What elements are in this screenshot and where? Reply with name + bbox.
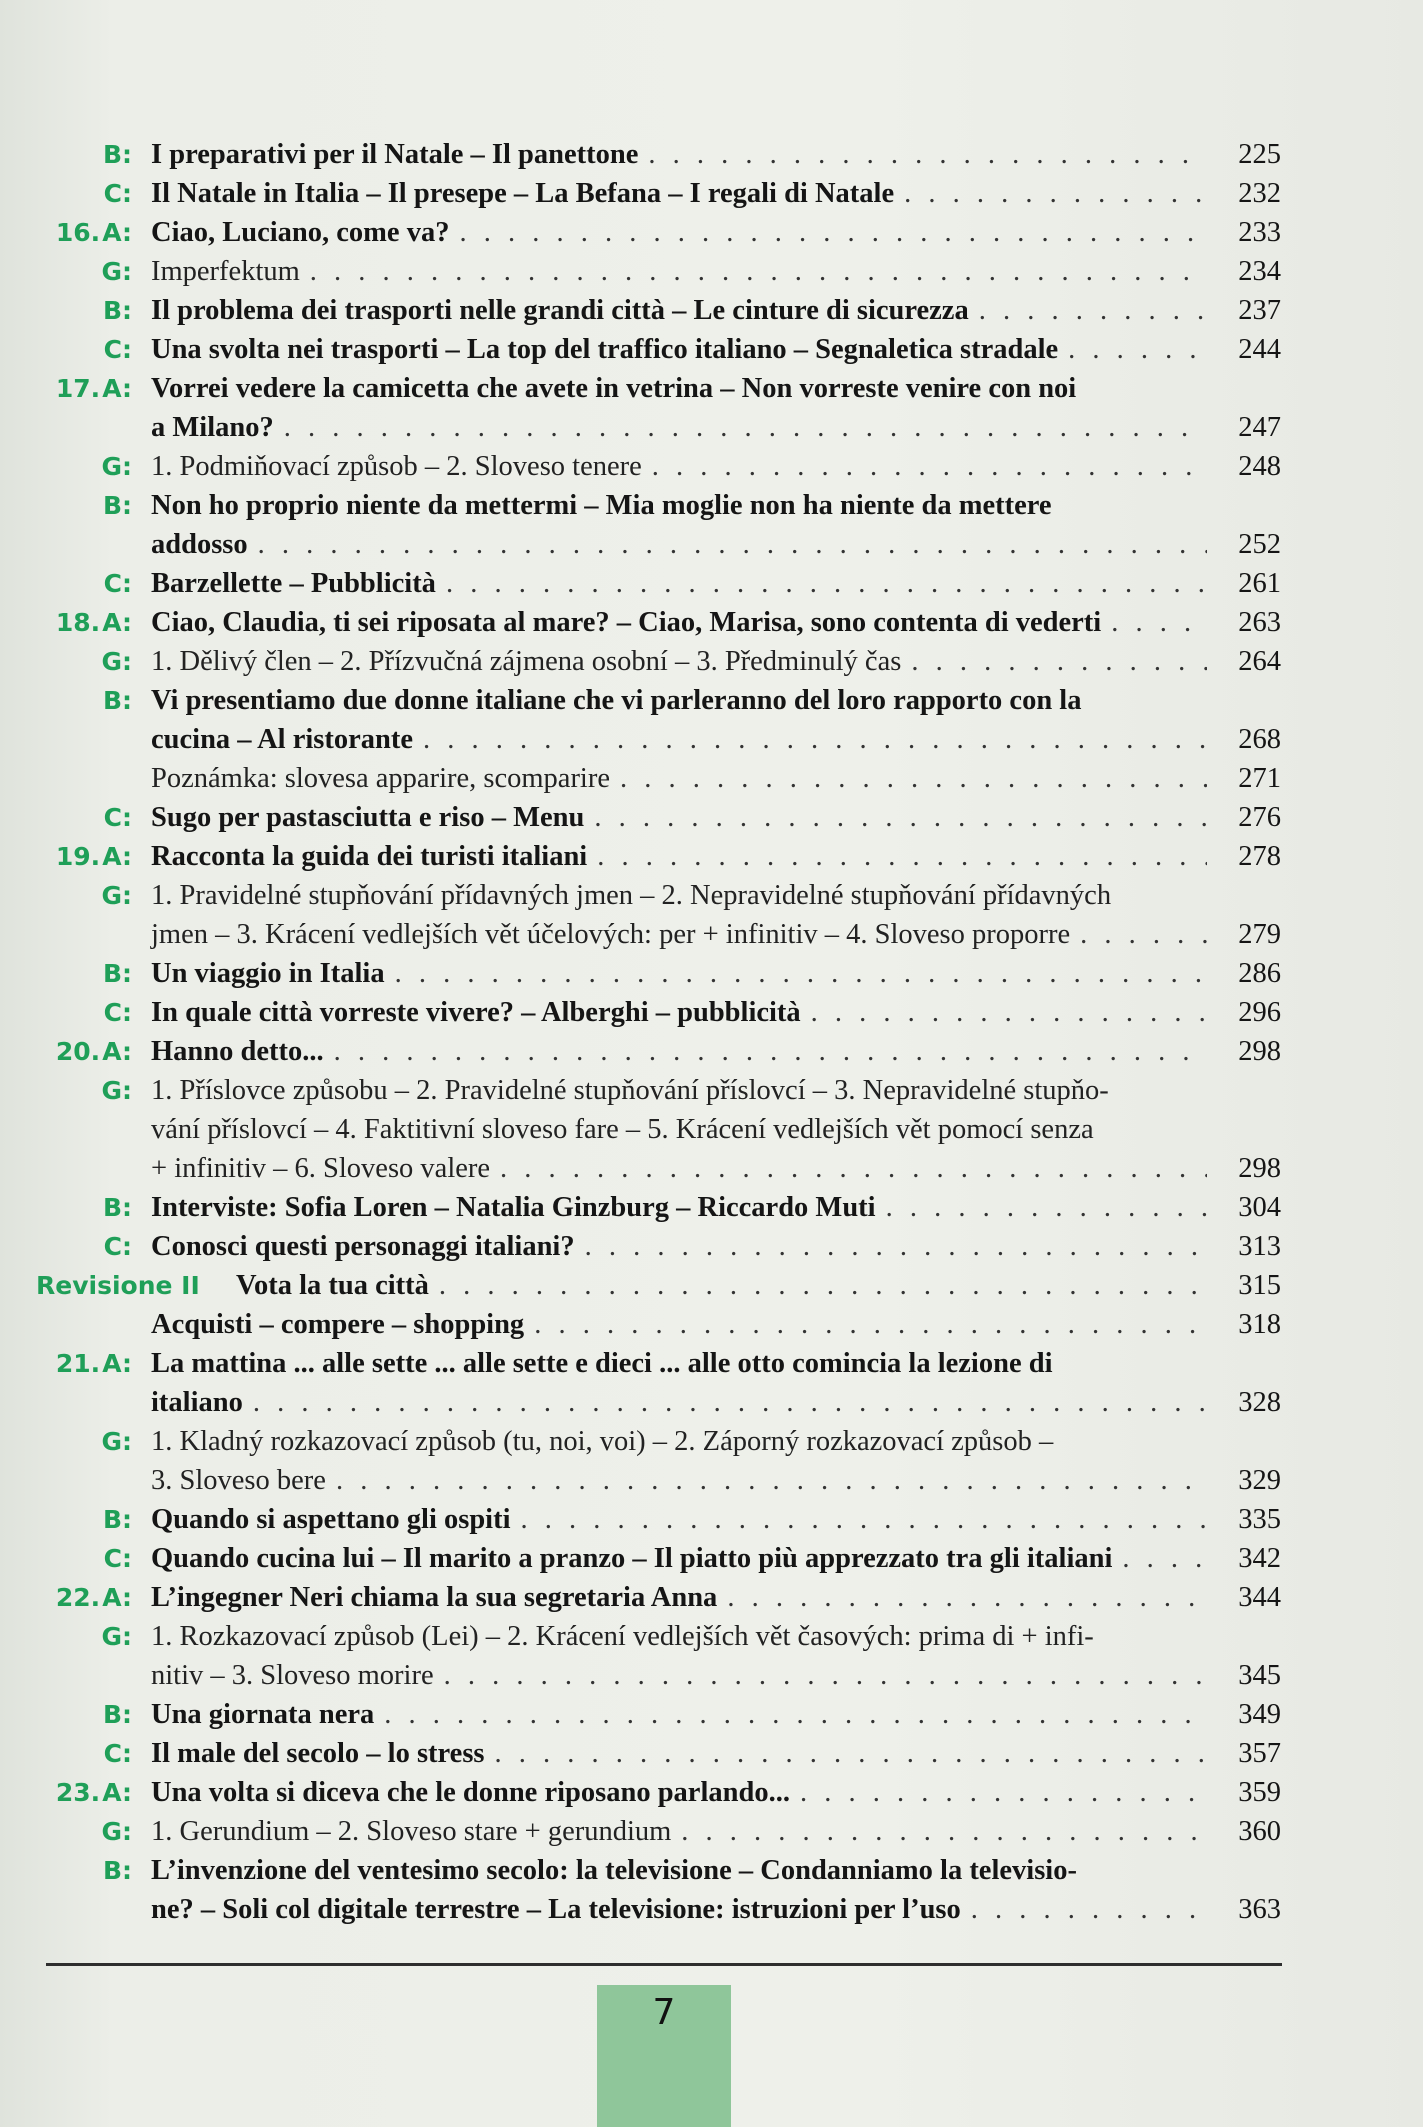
- section-letter: A:: [102, 842, 132, 871]
- toc-entry-label: [36, 1188, 132, 1227]
- toc-entry-label: [36, 252, 132, 291]
- section-letter: B:: [102, 959, 132, 988]
- toc-entry-title-line: Una volta si diceva che le donne riposano parlando...: [151, 1777, 790, 1808]
- toc-entry-title-line: Il problema dei trasporti nelle grandi città – Le cinture di sicurezza: [151, 295, 969, 326]
- section-letter: B:: [102, 296, 132, 325]
- toc-entry-label: [36, 837, 132, 876]
- toc-entry: [36, 1344, 1281, 1422]
- toc-entry-label: [36, 486, 132, 525]
- toc-entry: [36, 798, 1281, 837]
- toc-entry-label: [36, 1266, 200, 1305]
- dot-leader: [1080, 915, 1207, 954]
- toc-entry-label: [36, 1539, 132, 1578]
- toc-entry-title-line: In quale città vorreste vivere? – Alberghi – pubblicità: [151, 997, 801, 1028]
- toc-entry-title-line: Vi presentiamo due donne italiane che vi parleranno del loro rapporto con la: [151, 685, 1082, 716]
- section-letter: B:: [102, 1700, 132, 1729]
- section-letter: A:: [102, 1349, 132, 1378]
- lesson-number: 22.: [55, 1583, 101, 1612]
- toc-entry-label: [36, 1032, 132, 1071]
- dot-leader: [904, 174, 1207, 213]
- toc-page-number: 313: [1238, 1231, 1281, 1262]
- toc-entry-title-line: Ciao, Claudia, ti sei riposata al mare? – Ciao, Marisa, sono contenta di vederti: [151, 607, 1102, 638]
- dot-leader: [597, 837, 1207, 876]
- toc-entry-title-line: 1. Dělivý člen – 2. Přízvučná zájmena osobní – 3. Předminulý čas: [151, 646, 902, 677]
- toc-page-number: 264: [1238, 646, 1281, 677]
- section-letter: B:: [102, 1193, 132, 1222]
- toc-entry-title-line: 1. Gerundium – 2. Sloveso stare + gerundium: [151, 1816, 672, 1847]
- toc-entry-label: [36, 1617, 132, 1656]
- section-letter: B:: [102, 1856, 132, 1885]
- page-number-box: [597, 1985, 731, 2127]
- section-letter: G:: [101, 1427, 132, 1456]
- toc-page-number: 234: [1238, 256, 1281, 287]
- toc-entry: [36, 681, 1281, 759]
- toc-entry-title-line: 1. Rozkazovací způsob (Lei) – 2. Krácení vedlejších vět časových: prima di + infi-: [151, 1621, 1094, 1652]
- toc-page-number: 248: [1238, 451, 1281, 482]
- dot-leader: [395, 954, 1207, 993]
- toc-entry-label: [36, 564, 132, 603]
- toc-entry-title-line: Il male del secolo – lo stress: [151, 1738, 485, 1769]
- dot-leader: [534, 1305, 1207, 1344]
- toc-entry-label: [36, 681, 132, 720]
- dot-leader: [811, 993, 1207, 1032]
- toc-entry: [36, 447, 1281, 486]
- toc-entry-title-line: La mattina ... alle sette ... alle sette e dieci ... alle otto comincia la lezione di: [151, 1348, 1053, 1379]
- toc-entry-title-line: nitiv – 3. Sloveso morire: [151, 1660, 434, 1691]
- toc-entry: [36, 993, 1281, 1032]
- toc-page-number: 296: [1238, 997, 1281, 1028]
- toc-entry-label: [36, 1071, 132, 1110]
- dot-leader: [620, 759, 1207, 798]
- table-of-contents: [36, 135, 1281, 1929]
- toc-entry-label: [36, 954, 132, 993]
- toc-entry-title-line: Barzellette – Pubblicità: [151, 568, 436, 599]
- toc-entry-label: [36, 213, 132, 252]
- toc-page-number: 329: [1238, 1465, 1281, 1496]
- toc-entry: [36, 213, 1281, 252]
- dot-leader: [284, 408, 1207, 447]
- toc-entry-label: [36, 330, 132, 369]
- toc-entry-title-line: Vorrei vedere la camicetta che avete in vetrina – Non vorreste venire con noi: [151, 373, 1077, 404]
- toc-entry: [36, 291, 1281, 330]
- section-letter: A:: [102, 1583, 132, 1612]
- toc-entry-label: [36, 1851, 132, 1890]
- toc-entry: [36, 759, 1281, 798]
- dot-leader: [1122, 1539, 1207, 1578]
- toc-entry-label: [36, 369, 132, 408]
- section-letter: G:: [101, 1817, 132, 1846]
- toc-entry: [36, 1773, 1281, 1812]
- section-letter: A:: [102, 608, 132, 637]
- toc-page-number: 268: [1238, 724, 1281, 755]
- section-letter: B:: [102, 491, 132, 520]
- toc-page-number: 349: [1238, 1699, 1281, 1730]
- dot-leader: [648, 135, 1207, 174]
- toc-entry-title-line: 1. Příslovce způsobu – 2. Pravidelné stupňování příslovcí – 3. Nepravidelné stupňo-: [151, 1075, 1109, 1106]
- toc-page-number: 237: [1238, 295, 1281, 326]
- toc-entry-label: [36, 1812, 132, 1851]
- lesson-number: 20.: [55, 1037, 101, 1066]
- toc-entry-title-line: Una svolta nei trasporti – La top del traffico italiano – Segnaletica stradale: [151, 334, 1059, 365]
- toc-entry-title-line: 1. Kladný rozkazovací způsob (tu, noi, voi) – 2. Záporný rozkazovací způsob –: [151, 1426, 1054, 1457]
- toc-entry-label: [36, 993, 132, 1032]
- section-letter: C:: [103, 998, 132, 1027]
- section-letter: B:: [102, 1505, 132, 1534]
- section-letter: C:: [103, 569, 132, 598]
- toc-entry: [36, 135, 1281, 174]
- dot-leader: [681, 1812, 1207, 1851]
- toc-page-number: 247: [1238, 412, 1281, 443]
- toc-entry-title-line: 1. Pravidelné stupňování přídavných jmen – 2. Nepravidelné stupňování přídavných: [151, 880, 1112, 911]
- toc-entry-label: [36, 1773, 132, 1812]
- toc-entry: [36, 1695, 1281, 1734]
- toc-entry-title-line: Conosci questi personaggi italiani?: [151, 1231, 575, 1262]
- toc-page-number: 263: [1238, 607, 1281, 638]
- toc-page-number: 232: [1238, 178, 1281, 209]
- dot-leader: [979, 291, 1207, 330]
- toc-page-number: 298: [1238, 1153, 1281, 1184]
- toc-page-number: 279: [1238, 919, 1281, 950]
- toc-entry: [36, 1032, 1281, 1071]
- toc-entry-title-line: Un viaggio in Italia: [151, 958, 385, 989]
- toc-entry-label: [36, 603, 132, 642]
- toc-page-number: 298: [1238, 1036, 1281, 1067]
- dot-leader: [585, 1227, 1207, 1266]
- toc-entry-label: [36, 1695, 132, 1734]
- dot-leader: [1111, 603, 1207, 642]
- toc-entry-label: [36, 1578, 132, 1617]
- section-letter: A:: [102, 218, 132, 247]
- toc-entry-title-line: Acquisti – compere – shopping: [151, 1309, 525, 1340]
- toc-page-number: 233: [1238, 217, 1281, 248]
- toc-entry-title-line: Interviste: Sofia Loren – Natalia Ginzburg – Riccardo Muti: [151, 1192, 876, 1223]
- toc-page-number: 276: [1238, 802, 1281, 833]
- dot-leader: [439, 1266, 1207, 1305]
- footer-rule: [46, 1963, 1282, 1966]
- toc-entry-title-line: ne? – Soli col digitale terrestre – La televisione: istruzioni per l’uso: [151, 1894, 961, 1925]
- toc-entry: [36, 564, 1281, 603]
- toc-entry-title-line: 1. Podmiňovací způsob – 2. Sloveso tenere: [151, 451, 642, 482]
- toc-entry: [36, 486, 1281, 564]
- toc-entry-label: [36, 798, 132, 837]
- page-number: 7: [652, 1992, 676, 2033]
- toc-entry-title-line: cucina – Al ristorante: [151, 724, 414, 755]
- dot-leader: [500, 1149, 1207, 1188]
- toc-page-number: 360: [1238, 1816, 1281, 1847]
- toc-entry: [36, 369, 1281, 447]
- toc-page-number: 342: [1238, 1543, 1281, 1574]
- toc-page-number: 328: [1238, 1387, 1281, 1418]
- toc-entry: [36, 876, 1281, 954]
- section-letter: G:: [101, 257, 132, 286]
- dot-leader: [727, 1578, 1207, 1617]
- section-letter: G:: [101, 1622, 132, 1651]
- toc-entry: [36, 1305, 1281, 1344]
- lesson-number: 21.: [55, 1349, 101, 1378]
- toc-entry-title-line: Quando cucina lui – Il marito a pranzo – Il piatto più apprezzato tra gli italiani: [151, 1543, 1113, 1574]
- section-letter: C:: [103, 1739, 132, 1768]
- dot-leader: [258, 525, 1207, 564]
- lesson-number: 17.: [55, 374, 101, 403]
- dot-leader: [459, 213, 1207, 252]
- toc-page-number: 261: [1238, 568, 1281, 599]
- dot-leader: [652, 447, 1207, 486]
- toc-page-number: 318: [1238, 1309, 1281, 1340]
- toc-entry: [36, 1188, 1281, 1227]
- dot-leader: [446, 564, 1207, 603]
- toc-entry: [36, 1851, 1281, 1929]
- toc-entry: [36, 330, 1281, 369]
- toc-entry-title-line: 3. Sloveso bere: [151, 1465, 326, 1496]
- toc-entry-label: [36, 1734, 132, 1773]
- section-letter: G:: [101, 452, 132, 481]
- dot-leader: [594, 798, 1207, 837]
- toc-entry-title-line: Hanno detto...: [151, 1036, 324, 1067]
- lesson-number: 19.: [55, 842, 101, 871]
- toc-page-number: 304: [1238, 1192, 1281, 1223]
- section-letter: A:: [102, 374, 132, 403]
- toc-page-number: 335: [1238, 1504, 1281, 1535]
- toc-entry: [36, 1812, 1281, 1851]
- section-letter: C:: [103, 179, 132, 208]
- toc-entry: [36, 1227, 1281, 1266]
- dot-leader: [384, 1695, 1207, 1734]
- toc-page-number: 271: [1238, 763, 1281, 794]
- dot-leader: [800, 1773, 1207, 1812]
- toc-entry-label: [36, 1422, 132, 1461]
- section-letter: G:: [101, 881, 132, 910]
- toc-entry: [36, 1578, 1281, 1617]
- toc-entry-label: [36, 1500, 132, 1539]
- dot-leader: [911, 642, 1207, 681]
- dot-leader: [334, 1032, 1207, 1071]
- toc-entry-title-line: a Milano?: [151, 412, 274, 443]
- toc-page-number: 363: [1238, 1894, 1281, 1925]
- toc-page-number: 286: [1238, 958, 1281, 989]
- toc-entry-label: [36, 135, 132, 174]
- section-letter: C:: [103, 1544, 132, 1573]
- toc-entry-title-line: I preparativi per il Natale – Il panettone: [151, 139, 639, 170]
- lesson-number: 16.: [55, 218, 101, 247]
- toc-entry: [36, 252, 1281, 291]
- section-letter: C:: [103, 803, 132, 832]
- toc-entry-title-line: L’invenzione del ventesimo secolo: la televisione – Condanniamo la televisio-: [151, 1855, 1077, 1886]
- toc-entry-title-line: Ciao, Luciano, come va?: [151, 217, 450, 248]
- toc-page-number: 278: [1238, 841, 1281, 872]
- lesson-number: 18.: [55, 608, 101, 637]
- toc-entry-title-line: + infinitiv – 6. Sloveso valere: [151, 1153, 491, 1184]
- toc-entry-label: [36, 1227, 132, 1266]
- toc-entry-title-line: Una giornata nera: [151, 1699, 375, 1730]
- dot-leader: [310, 252, 1207, 291]
- section-letter: A:: [102, 1778, 132, 1807]
- toc-entry: [36, 1266, 1281, 1305]
- toc-entry-title-line: jmen – 3. Krácení vedlejších vět účelových: per + infinitiv – 4. Sloveso proporre: [151, 919, 1071, 950]
- toc-entry-title-line: Non ho proprio niente da mettermi – Mia moglie non ha niente da mettere: [151, 490, 1052, 521]
- toc-page-number: 344: [1238, 1582, 1281, 1613]
- toc-entry: [36, 1071, 1281, 1188]
- dot-leader: [886, 1188, 1207, 1227]
- toc-page-number: 244: [1238, 334, 1281, 365]
- lesson-number: 23.: [55, 1778, 101, 1807]
- toc-page-number: 315: [1238, 1270, 1281, 1301]
- dot-leader: [1068, 330, 1207, 369]
- section-letter: B:: [102, 686, 132, 715]
- dot-leader: [336, 1461, 1207, 1500]
- toc-entry-label: [36, 1344, 132, 1383]
- section-letter: Revisione II: [36, 1271, 200, 1300]
- toc-page-number: 345: [1238, 1660, 1281, 1691]
- toc-entry: [36, 642, 1281, 681]
- toc-entry-title-line: addosso: [151, 529, 248, 560]
- toc-entry-title-line: Racconta la guida dei turisti italiani: [151, 841, 588, 872]
- toc-entry: [36, 174, 1281, 213]
- toc-entry: [36, 1734, 1281, 1773]
- toc-entry-title-line: Poznámka: slovesa apparire, scomparire: [151, 763, 610, 794]
- dot-leader: [253, 1383, 1207, 1422]
- dot-leader: [971, 1890, 1207, 1929]
- dot-leader: [444, 1656, 1207, 1695]
- section-letter: G:: [101, 647, 132, 676]
- section-letter: A:: [102, 1037, 132, 1066]
- dot-leader: [521, 1500, 1207, 1539]
- section-letter: C:: [103, 335, 132, 364]
- toc-page-number: 357: [1238, 1738, 1281, 1769]
- toc-page-number: 225: [1238, 139, 1281, 170]
- toc-entry: [36, 837, 1281, 876]
- dot-leader: [423, 720, 1207, 759]
- toc-entry: [36, 1500, 1281, 1539]
- section-letter: C:: [103, 1232, 132, 1261]
- toc-entry-label: [36, 876, 132, 915]
- toc-entry-title-line: vání příslovcí – 4. Faktitivní sloveso fare – 5. Krácení vedlejších vět pomocí senza: [151, 1114, 1094, 1145]
- dot-leader: [495, 1734, 1207, 1773]
- toc-entry-label: [36, 642, 132, 681]
- toc-entry-title-line: Il Natale in Italia – Il presepe – La Befana – I regali di Natale: [151, 178, 895, 209]
- toc-entry-title-line: Imperfektum: [151, 256, 300, 287]
- toc-entry-title-line: Vota la tua città: [236, 1270, 429, 1301]
- toc-page-number: 252: [1238, 529, 1281, 560]
- toc-entry: [36, 603, 1281, 642]
- toc-entry-title-line: Sugo per pastasciutta e riso – Menu: [151, 802, 585, 833]
- toc-entry: [36, 1539, 1281, 1578]
- toc-entry-label: [36, 174, 132, 213]
- toc-entry: [36, 954, 1281, 993]
- toc-entry-title-line: italiano: [151, 1387, 243, 1418]
- toc-entry-title-line: L’ingegner Neri chiama la sua segretaria Anna: [151, 1582, 718, 1613]
- toc-entry-title-line: Quando si aspettano gli ospiti: [151, 1504, 511, 1535]
- toc-entry-label: [36, 291, 132, 330]
- section-letter: G:: [101, 1076, 132, 1105]
- toc-entry-label: [36, 447, 132, 486]
- toc-entry: [36, 1422, 1281, 1500]
- section-letter: B:: [102, 140, 132, 169]
- toc-entry: [36, 1617, 1281, 1695]
- toc-page-number: 359: [1238, 1777, 1281, 1808]
